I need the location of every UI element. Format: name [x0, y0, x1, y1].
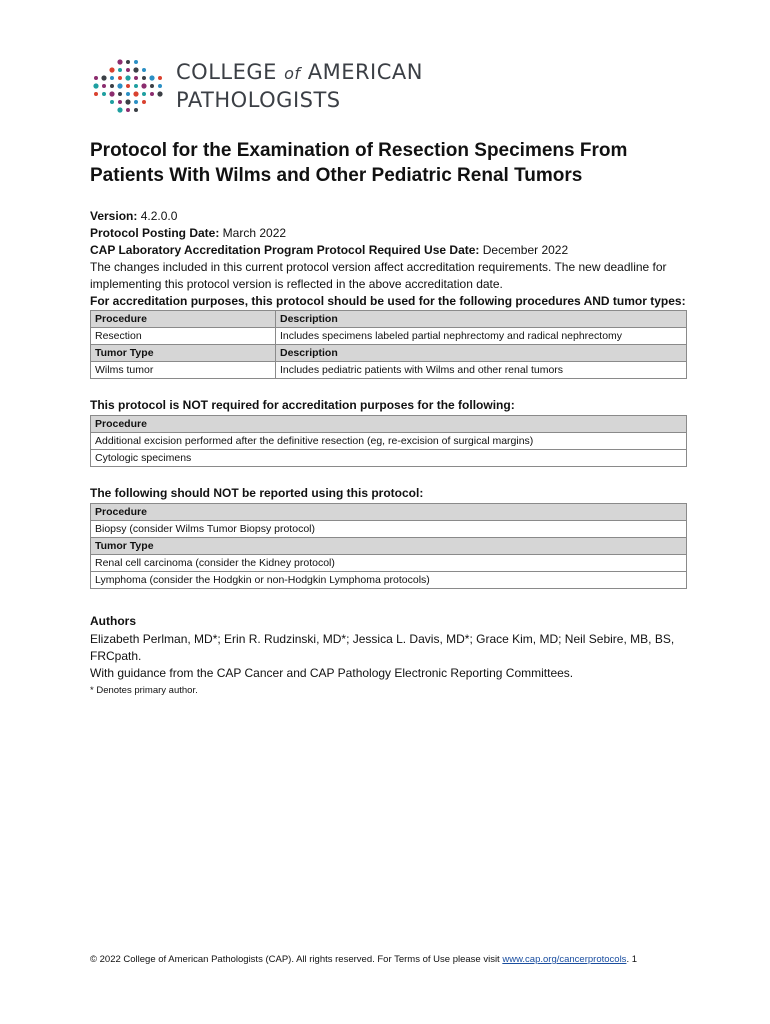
logo-dot	[117, 83, 122, 88]
logo-dot	[142, 68, 146, 72]
table-cell: Includes specimens labeled partial nephrectomy and radical nephrectomy	[276, 328, 687, 345]
logo-dot	[126, 108, 130, 112]
logo-dot	[125, 99, 130, 104]
table-cell: Biopsy (consider Wilms Tumor Biopsy protocol)	[91, 521, 687, 538]
logo-dot	[117, 59, 122, 64]
version-label: Version:	[90, 209, 138, 223]
logo-dot	[126, 92, 130, 96]
table-header-cell: Procedure	[91, 416, 687, 433]
logo-dot	[134, 60, 138, 64]
table-row	[91, 555, 687, 572]
guidance-text: With guidance from the CAP Cancer and CAP Pathology Electronic Reporting Committees.	[90, 666, 574, 680]
primary-author-note: * Denotes primary author.	[90, 685, 198, 696]
table-header-row	[91, 416, 687, 433]
logo-dot	[125, 75, 130, 80]
logo-dot	[158, 84, 162, 88]
table-row	[91, 328, 687, 345]
logo-dot	[110, 76, 114, 80]
logo-dot	[142, 92, 146, 96]
version-line	[90, 208, 687, 225]
logo-dot	[150, 84, 154, 88]
table-header-cell: Procedure	[91, 311, 276, 328]
logo-dot	[149, 75, 154, 80]
table-cell: Renal cell carcinoma (consider the Kidney protocol)	[91, 555, 687, 572]
logo-dot	[134, 100, 138, 104]
logo-dot	[110, 100, 114, 104]
cancer-protocols-link[interactable]: www.cap.org/cancerprotocols	[502, 954, 627, 965]
logo-dot	[102, 84, 106, 88]
footer-page-number: . 1	[626, 954, 637, 965]
table-row	[91, 450, 687, 467]
logo-dot	[134, 76, 138, 80]
table-row	[91, 433, 687, 450]
table-cell: Additional excision performed after the definitive resection (eg, re-excision of surgical margins)	[91, 433, 687, 450]
logo-word-college: COLLEGE	[176, 60, 277, 84]
logo-word-of: of	[284, 64, 301, 83]
table-header-row	[91, 311, 687, 328]
required-use-label: CAP Laboratory Accreditation Program Protocol Required Use Date:	[90, 243, 480, 257]
table-header-row	[91, 345, 687, 362]
logo-dot	[102, 92, 106, 96]
title-line-2: Patients With Wilms and Other Pediatric Renal Tumors	[90, 165, 583, 186]
required-use-line	[90, 242, 687, 259]
not-reported-table	[90, 503, 687, 589]
title-line-1: Protocol for the Examination of Resection Specimens From	[90, 140, 628, 161]
required-use-value: December 2022	[479, 243, 569, 257]
logo-dot	[150, 92, 154, 96]
table-header-cell: Description	[276, 345, 687, 362]
table-row	[91, 362, 687, 379]
table-header-cell: Tumor Type	[91, 345, 276, 362]
table-cell: Resection	[91, 328, 276, 345]
logo-dot	[126, 68, 130, 72]
document-body	[90, 138, 687, 698]
changes-paragraph: The changes included in this current protocol version affect accreditation requirements. The new deadline for implementing this protocol version is reflected in the above accreditation date.	[90, 260, 667, 291]
logo-dot	[126, 60, 130, 64]
not-required-table	[90, 415, 687, 467]
logo-word-pathologists: PATHOLOGISTS	[176, 88, 341, 112]
logo-dot	[101, 75, 106, 80]
not-reported-heading: The following should NOT be reported using this protocol:	[90, 486, 424, 500]
table-cell: Includes pediatric patients with Wilms and other renal tumors	[276, 362, 687, 379]
logo-dot	[118, 100, 122, 104]
logo-dot	[134, 108, 138, 112]
page-footer	[90, 953, 687, 967]
footer-copyright: © 2022 College of American Pathologists (CAP). All rights reserved. For Terms of Use please visit	[90, 954, 503, 965]
posting-date-line	[90, 225, 687, 242]
accreditation-heading-text: For accreditation purposes, this protocol should be used for the following procedures AND tumor types:	[90, 294, 686, 308]
logo-dot	[133, 91, 138, 96]
logo-dot	[141, 83, 146, 88]
logo-dot	[158, 76, 162, 80]
cap-logo-wordmark	[176, 59, 423, 113]
logo-dot	[110, 84, 114, 88]
logo-dot	[118, 68, 122, 72]
cap-logo	[92, 54, 423, 118]
logo-dot	[142, 100, 146, 104]
version-value: 4.2.0.0	[137, 209, 178, 223]
logo-dot	[134, 84, 138, 88]
table-header-cell: Tumor Type	[91, 538, 687, 555]
table-cell: Wilms tumor	[91, 362, 276, 379]
table-row	[91, 521, 687, 538]
logo-dot	[118, 92, 122, 96]
logo-dot	[93, 83, 98, 88]
table-header-row	[91, 538, 687, 555]
cap-logo-dots-icon	[92, 57, 164, 115]
logo-dot	[94, 76, 98, 80]
logo-dot	[126, 84, 130, 88]
posting-date-label: Protocol Posting Date:	[90, 226, 220, 240]
logo-dot	[133, 67, 138, 72]
logo-dot	[109, 67, 114, 72]
table-header-row	[91, 504, 687, 521]
logo-dot	[157, 91, 162, 96]
logo-dot	[109, 91, 114, 96]
table-cell: Cytologic specimens	[91, 450, 687, 467]
logo-dot	[117, 107, 122, 112]
authors-heading: Authors	[90, 614, 136, 628]
table-header-cell: Description	[276, 311, 687, 328]
table-row	[91, 572, 687, 589]
table-header-cell: Procedure	[91, 504, 687, 521]
document-title	[90, 138, 687, 188]
logo-dot	[118, 76, 122, 80]
accreditation-table	[90, 310, 687, 379]
authors-list: Elizabeth Perlman, MD*; Erin R. Rudzinski, MD*; Jessica L. Davis, MD*; Grace Kim, MD; Neil Sebire, MB, BS, FRCpath.	[90, 632, 675, 663]
accreditation-heading	[90, 293, 687, 310]
logo-dot	[94, 92, 98, 96]
table-cell: Lymphoma (consider the Hodgkin or non-Hodgkin Lymphoma protocols)	[91, 572, 687, 589]
posting-date-value: March 2022	[219, 226, 287, 240]
logo-word-american: AMERICAN	[307, 60, 423, 84]
protocol-meta	[90, 208, 687, 310]
logo-dot	[142, 76, 146, 80]
not-required-heading: This protocol is NOT required for accreditation purposes for the following:	[90, 398, 515, 412]
